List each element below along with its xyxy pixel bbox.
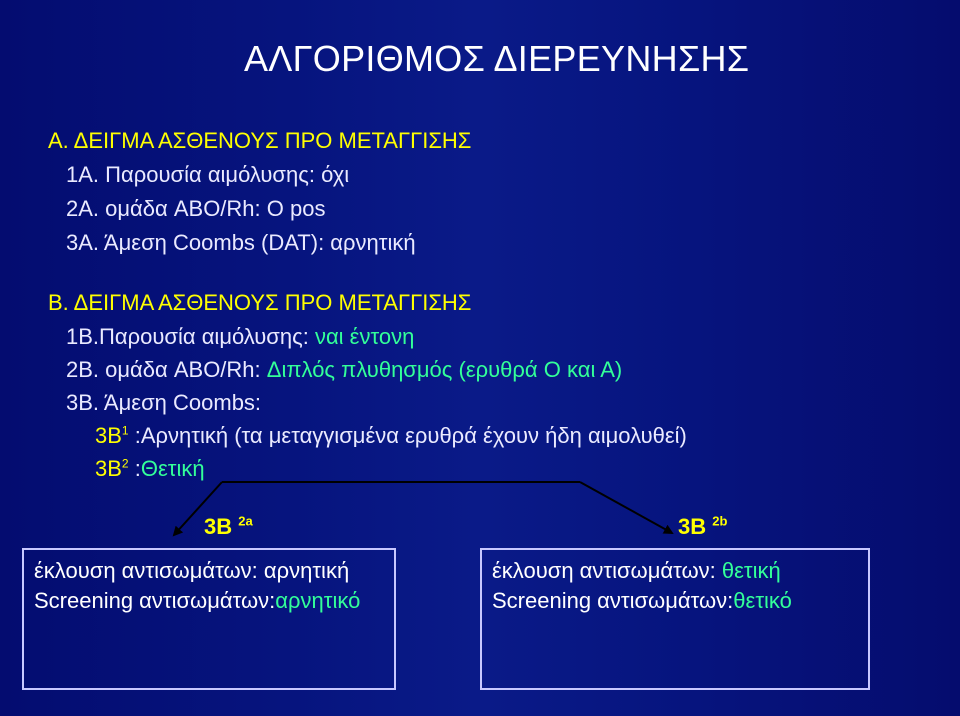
- section-a-item-3: 3Α. Άμεση Coombs (DAT): αρνητική: [66, 230, 416, 255]
- box-2a-line-2: Screening αντισωμάτων:αρνητικό: [34, 588, 361, 613]
- branch-label-2b: 3B $^{2b}$: [678, 513, 728, 539]
- branch-box-2a: [22, 548, 396, 690]
- branch-label-2a: 3B $^{2a}$: [204, 513, 253, 539]
- arrow-right-tip: [580, 482, 672, 533]
- section-b-subitem-1: $3B^1$ :Αρνητική (τα μεταγγισμένα ερυθρά έχουν ήδη αιμολυθεί): [95, 423, 687, 448]
- section-b-subitem-2: $3B^2$ :Θετική: [95, 456, 205, 481]
- box-2a-line-1: έκλουση αντισωμάτων: αρνητική: [34, 558, 350, 583]
- section-b-item-3: 3Β. Άμεση Coombs:: [66, 390, 262, 415]
- section-a-item-2: 2Α. ομάδα ABO/Rh: O pos: [66, 196, 326, 221]
- box-2b-line-1: έκλουση αντισωμάτων: θετική: [492, 558, 781, 583]
- branch-box-2b: [480, 548, 870, 690]
- section-b-item-2: 2Β. ομάδα ABO/Rh: Διπλός πλυθησμός (ερυθρά Ο και Α): [66, 357, 623, 382]
- section-a-heading: Α. ΔΕΙΓΜΑ ΑΣΘΕΝΟΥΣ ΠΡΟ ΜΕΤΑΓΓΙΣΗΣ: [48, 128, 472, 153]
- section-b-item-1: 1Β.Παρουσία αιμόλυσης: ναι έντονη: [66, 324, 415, 349]
- section-b-heading: Β. ΔΕΙΓΜΑ ΑΣΘΕΝΟΥΣ ΠΡΟ ΜΕΤΑΓΓΙΣΗΣ: [48, 290, 472, 315]
- slide-title: ΑΛΓΟΡΙΘΜΟΣ ΔΙΕΡΕΥΝΗΣΗΣ: [244, 38, 750, 79]
- box-2b-line-2: Screening αντισωμάτων:θετικό: [492, 588, 792, 613]
- section-a-item-1: 1Α. Παρουσία αιμόλυσης: όχι: [66, 162, 350, 187]
